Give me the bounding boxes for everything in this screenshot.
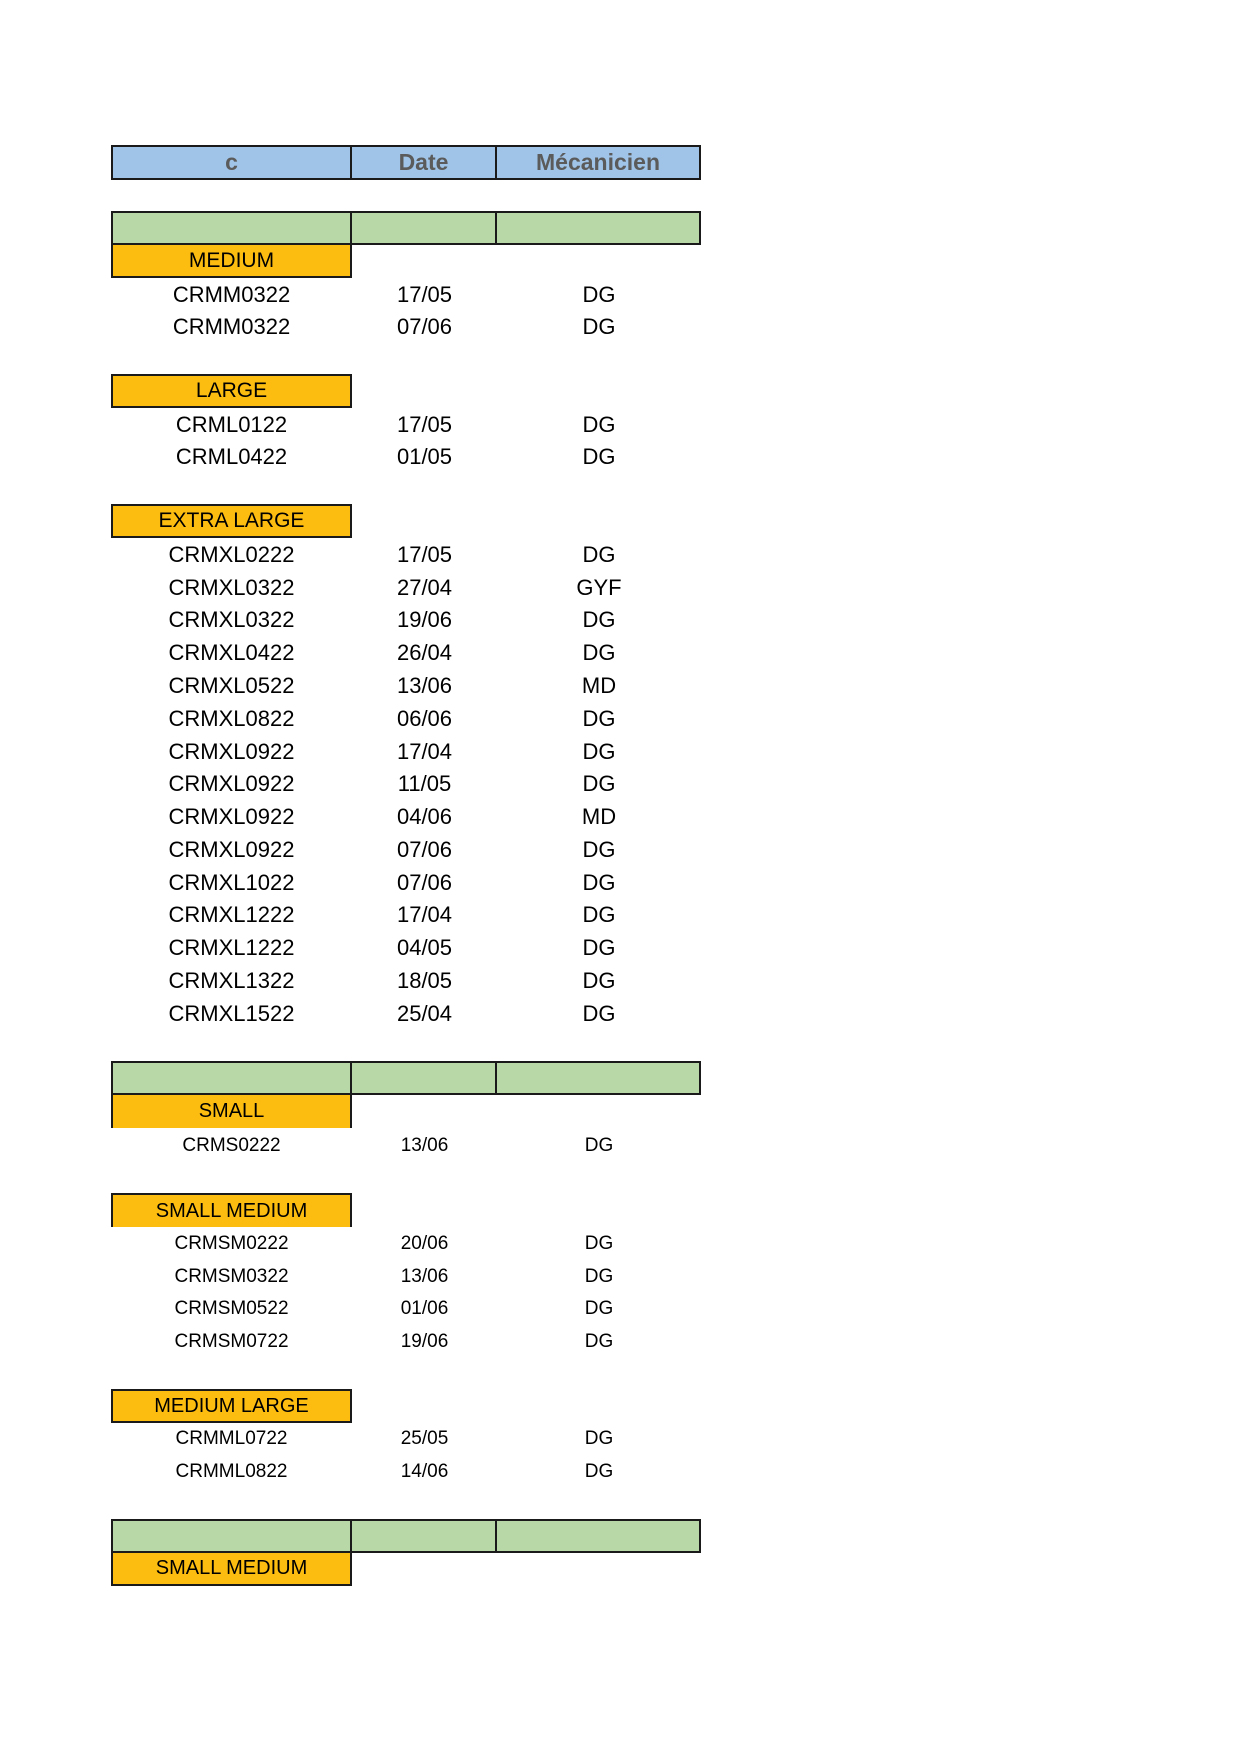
- row-code: CRMXL0322: [168, 575, 295, 600]
- row-mecanicien: DG: [582, 412, 616, 437]
- row-date: 01/05: [396, 444, 453, 469]
- row-date: 04/06: [396, 804, 453, 829]
- row-code: CRMML0822: [175, 1461, 288, 1482]
- row-code: CRMSM0322: [174, 1266, 289, 1287]
- row-code: CRMXL0922: [168, 804, 295, 829]
- row-date: 25/04: [396, 1001, 453, 1026]
- section-bar: [111, 211, 352, 245]
- section-bar: [352, 1061, 497, 1095]
- section-bar: [497, 1519, 701, 1553]
- row-code: CRML0122: [175, 412, 288, 437]
- row-date: 26/04: [396, 640, 453, 665]
- row-code: CRMXL1322: [168, 968, 295, 993]
- row-code: CRMSM0222: [174, 1233, 289, 1254]
- section-bar: [497, 1061, 701, 1095]
- row-code: CRMXL0222: [168, 542, 295, 567]
- row-mecanicien: DG: [584, 1428, 614, 1449]
- row-mecanicien: DG: [582, 837, 616, 862]
- row-date: 19/06: [396, 607, 453, 632]
- column-header-date: Date: [352, 145, 497, 180]
- row-date: 04/05: [396, 935, 453, 960]
- row-date: 17/04: [396, 739, 453, 764]
- section-bar: [352, 1519, 497, 1553]
- row-code: CRMM0322: [172, 314, 291, 339]
- row-mecanicien: DG: [582, 444, 616, 469]
- row-mecanicien: DG: [582, 968, 616, 993]
- category-label: SMALL MEDIUM: [111, 1553, 352, 1586]
- row-mecanicien: GYF: [576, 575, 622, 600]
- row-code: CRMXL0322: [168, 607, 295, 632]
- row-code: CRMXL0922: [168, 837, 295, 862]
- row-code: CRMXL1222: [168, 902, 295, 927]
- row-date: 18/05: [396, 968, 453, 993]
- row-date: 07/06: [396, 314, 453, 339]
- row-date: 07/06: [396, 837, 453, 862]
- row-date: 17/04: [396, 902, 453, 927]
- row-mecanicien: DG: [582, 706, 616, 731]
- row-mecanicien: DG: [582, 771, 616, 796]
- row-code: CRMM0322: [172, 282, 291, 307]
- category-label: SMALL: [111, 1095, 352, 1128]
- row-code: CRMML0722: [175, 1428, 288, 1449]
- row-date: 13/06: [400, 1266, 449, 1287]
- row-mecanicien: DG: [582, 902, 616, 927]
- row-code: CRMXL0422: [168, 640, 295, 665]
- row-date: 27/04: [396, 575, 453, 600]
- row-mecanicien: DG: [584, 1135, 614, 1156]
- row-date: 19/06: [400, 1331, 449, 1352]
- row-code: CRMXL0522: [168, 673, 295, 698]
- row-mecanicien: DG: [582, 640, 616, 665]
- row-mecanicien: DG: [582, 870, 616, 895]
- category-label: LARGE: [111, 374, 352, 408]
- row-code: CRMXL1222: [168, 935, 295, 960]
- column-header-mecanicien: Mécanicien: [497, 145, 701, 180]
- row-mecanicien: DG: [584, 1233, 614, 1254]
- category-label: MEDIUM LARGE: [111, 1389, 352, 1423]
- row-mecanicien: DG: [584, 1331, 614, 1352]
- row-mecanicien: MD: [581, 804, 617, 829]
- row-date: 14/06: [400, 1461, 449, 1482]
- row-mecanicien: DG: [582, 314, 616, 339]
- row-date: 17/05: [396, 412, 453, 437]
- row-mecanicien: DG: [582, 542, 616, 567]
- row-code: CRMS0222: [182, 1135, 281, 1156]
- row-code: CRMXL1522: [168, 1001, 295, 1026]
- row-date: 13/06: [396, 673, 453, 698]
- row-code: CRMXL0922: [168, 771, 295, 796]
- row-mecanicien: DG: [582, 739, 616, 764]
- row-mecanicien: DG: [584, 1298, 614, 1319]
- row-date: 25/05: [400, 1428, 449, 1449]
- row-date: 20/06: [400, 1233, 449, 1254]
- row-code: CRMXL1022: [168, 870, 295, 895]
- row-date: 11/05: [397, 771, 452, 796]
- section-bar: [352, 211, 497, 245]
- row-mecanicien: DG: [584, 1461, 614, 1482]
- row-date: 01/06: [400, 1298, 449, 1319]
- row-date: 13/06: [400, 1135, 449, 1156]
- section-bar: [111, 1061, 352, 1095]
- row-code: CRML0422: [175, 444, 288, 469]
- row-date: 07/06: [396, 870, 453, 895]
- row-code: CRMSM0722: [174, 1331, 289, 1352]
- row-code: CRMXL0822: [168, 706, 295, 731]
- row-date: 06/06: [396, 706, 453, 731]
- category-label: MEDIUM: [111, 245, 352, 278]
- row-code: CRMSM0522: [174, 1298, 289, 1319]
- row-mecanicien: DG: [582, 607, 616, 632]
- row-mecanicien: DG: [582, 282, 616, 307]
- row-mecanicien: DG: [582, 935, 616, 960]
- category-label: SMALL MEDIUM: [111, 1193, 352, 1227]
- row-mecanicien: DG: [582, 1001, 616, 1026]
- column-header-code: c: [111, 145, 352, 180]
- section-bar: [111, 1519, 352, 1553]
- row-date: 17/05: [396, 542, 453, 567]
- section-bar: [497, 211, 701, 245]
- row-code: CRMXL0922: [168, 739, 295, 764]
- row-mecanicien: DG: [584, 1266, 614, 1287]
- row-date: 17/05: [396, 282, 453, 307]
- category-label: EXTRA LARGE: [111, 504, 352, 538]
- row-mecanicien: MD: [581, 673, 617, 698]
